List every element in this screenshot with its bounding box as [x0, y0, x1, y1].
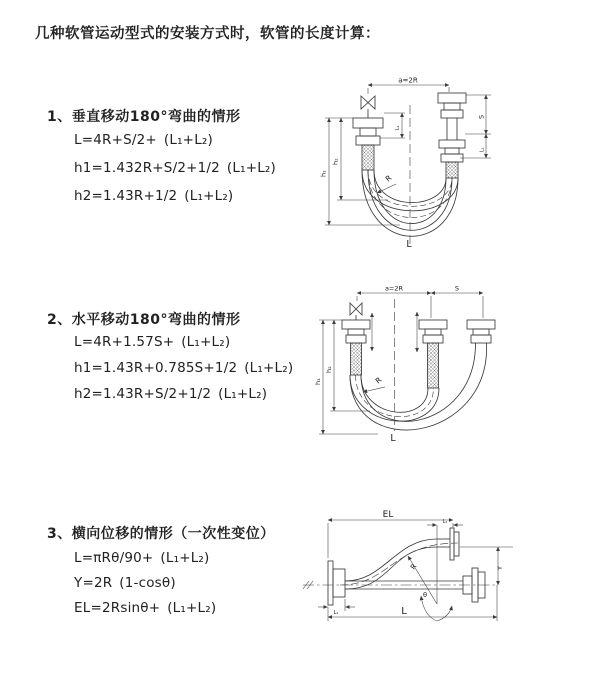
dim-label-h2: h₂	[331, 158, 340, 165]
displaced-flange	[450, 528, 454, 560]
formula-line: h1=1.432R+S/2+1/2 (L₁+L₂)	[74, 160, 277, 176]
braided-hose-segment	[446, 162, 458, 178]
middle-flange	[419, 320, 447, 329]
dim-label-h1: h₁	[319, 170, 328, 177]
formula-line: h2=1.43R+1/2 (L₁+L₂)	[74, 188, 234, 204]
right-flange	[438, 93, 466, 103]
dim-label-h1: h₁	[314, 378, 322, 385]
formula-line: EL=2Rsinθ+ (L₁+L₂)	[74, 600, 217, 616]
valve-icon	[361, 96, 368, 109]
dim-label-h2: h₂	[325, 366, 333, 373]
section-1-heading: 1、垂直移动180°弯曲的情形	[47, 109, 241, 125]
page-title: 几种软管运动型式的安装方式时，软管的长度计算：	[35, 26, 380, 42]
formula-line: L=4R+S/2+ (L₁+L₂)	[74, 132, 213, 148]
dim-label-l1: L₁	[479, 147, 486, 152]
valve-icon	[350, 303, 356, 315]
formula-line: Y=2R (1-cosθ)	[74, 575, 176, 591]
radius-leader	[363, 387, 385, 392]
diagram-vertical-180-bend	[312, 72, 558, 258]
left-flange	[342, 320, 370, 329]
hose-u-bend-shifted	[350, 343, 487, 430]
dim-label-s: S	[454, 284, 460, 293]
diagram-horizontal-180-bend	[312, 283, 560, 455]
dim-label-r: R	[409, 562, 419, 572]
diagram-lateral-displacement	[300, 503, 598, 655]
dim-label-l: L	[390, 433, 396, 444]
dim-label-r: R	[383, 173, 394, 184]
braided-hose-segment	[428, 343, 439, 388]
section-2-heading: 2、水平移动180°弯曲的情形	[47, 312, 241, 328]
braided-hose-segment	[362, 145, 374, 170]
right-flange	[467, 320, 495, 329]
left-flange	[328, 561, 333, 605]
section-3-heading: 3、横向位移的情形（一次性变位）	[47, 526, 275, 542]
left-flange	[353, 118, 383, 128]
braided-hose-segment	[351, 343, 362, 375]
formula-line: h2=1.43R+S/2+1/2 (L₁+L₂)	[74, 386, 268, 402]
dim-label-theta: θ	[423, 591, 427, 599]
dim-label-l1: L₁	[442, 519, 448, 525]
formula-line: L=4R+1.57S+ (L₁+L₂)	[74, 334, 231, 350]
dim-label-r: R	[373, 375, 384, 386]
dim-label-a2r: a=2R	[398, 76, 418, 85]
dim-label-a2r: a=2R	[384, 284, 404, 293]
dim-label-s: S	[477, 114, 486, 119]
dim-label-y: Y	[496, 566, 504, 570]
dim-label-l1: L₁	[333, 610, 339, 616]
formula-line: L=πRθ/90+ (L₁+L₂)	[74, 550, 210, 566]
dim-label-l1: L₁	[395, 125, 401, 130]
formula-line: h1=1.43R+0.785S+1/2 (L₁+L₂)	[74, 360, 294, 376]
dim-label-l: L	[406, 239, 412, 250]
dim-label-l: L	[401, 606, 407, 617]
hose-s-curve	[345, 539, 437, 581]
dim-label-el: EL	[382, 510, 394, 520]
